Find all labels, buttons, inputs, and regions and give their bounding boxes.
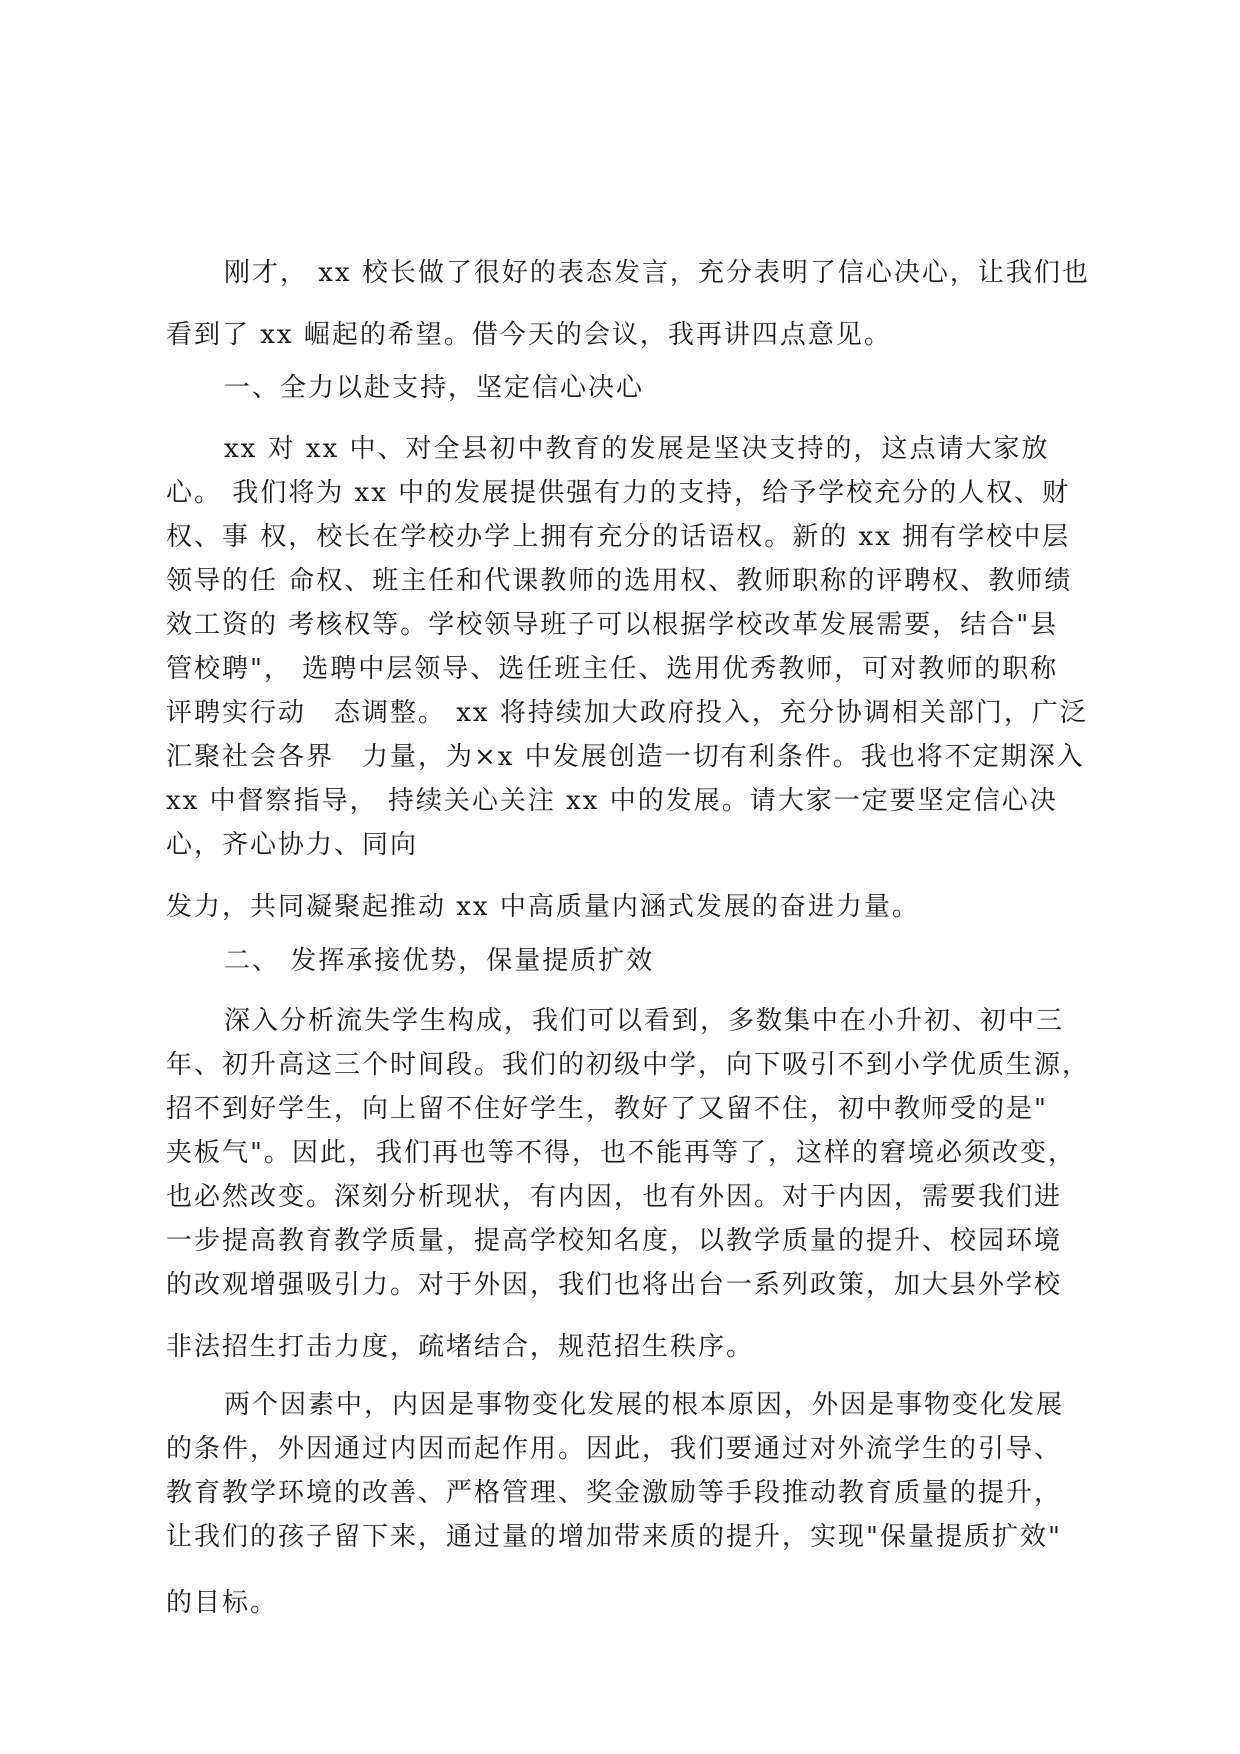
paragraph-3-line-1: 深入分析流失学生构成，我们可以看到，多数集中在小升初、初中三 bbox=[224, 1006, 1065, 1036]
paragraph-2-line-11: 发力，共同凝聚起推动 xx 中高质量内涵式发展的奋进力量。 bbox=[166, 892, 920, 922]
paragraph-2-line-7: 评聘实行动 态调整。 xx 将持续加大政府投入，充分协调相关部门，广泛 bbox=[166, 698, 1088, 728]
paragraph-4-line-4: 让我们的孩子留下来，通过量的增加带来质的提升，实现"保量提质扩效" bbox=[166, 1522, 1062, 1552]
paragraph-3-line-6: 一步提高教育教学质量，提高学校知名度，以教学质量的提升、校园环境 bbox=[166, 1226, 1063, 1256]
section-heading-1: 一、全力以赴支持，坚定信心决心 bbox=[224, 373, 645, 403]
section-heading-2: 二、 发挥承接优势，保量提质扩效 bbox=[224, 946, 655, 976]
paragraph-3-line-5: 也必然改变。深刻分析现状，有内因，也有外因。对于内因，需要我们进 bbox=[166, 1182, 1063, 1212]
paragraph-3-line-4: 夹板气"。因此，我们再也等不得，也不能再等了，这样的窘境必须改变， bbox=[166, 1138, 1076, 1168]
paragraph-2-line-1: xx 对 xx 中、对全县初中教育的发展是坚决支持的，这点请大家放 bbox=[224, 434, 1050, 464]
paragraph-2-line-9: xx 中督察指导， 持续关心关注 xx 中的发展。请大家一定要坚定信心决 bbox=[166, 786, 1058, 816]
paragraph-1-line-2: 看到了 xx 崛起的希望。借今天的会议，我再讲四点意见。 bbox=[166, 320, 892, 350]
paragraph-3-line-3: 招不到好学生，向上留不住好学生，教好了又留不住，初中教师受的是" bbox=[166, 1094, 1048, 1124]
paragraph-2-line-10: 心，齐心协力、同向 bbox=[166, 830, 419, 860]
paragraph-3-line-2: 年、初升高这三个时间段。我们的初级中学，向下吸引不到小学优质生源， bbox=[166, 1050, 1091, 1080]
paragraph-1-line-1: 刚才， xx 校长做了很好的表态发言，充分表明了信心决心，让我们也 bbox=[224, 258, 1090, 288]
paragraph-2-line-5: 效工资的 考核权等。学校领导班子可以根据学校改革发展需要，结合"县 bbox=[166, 610, 1059, 640]
paragraph-4-line-3: 教育教学环境的改善、严格管理、奖金激励等手段推动教育质量的提升， bbox=[166, 1478, 1063, 1508]
paragraph-2-line-2: 心。 我们将为 xx 中的发展提供强有力的支持，给予学校充分的人权、财 bbox=[166, 478, 1071, 508]
paragraph-2-line-6: 管校聘"， 选聘中层领导、选任班主任、选用优秀教师，可对教师的职称 bbox=[166, 654, 1059, 684]
paragraph-3-line-7: 的改观增强吸引力。对于外因，我们也将出台一系列政策，加大县外学校 bbox=[166, 1270, 1063, 1300]
paragraph-2-line-4: 领导的任 命权、班主任和代课教师的选用权、教师职称的评聘权、教师绩 bbox=[166, 566, 1073, 596]
paragraph-2-line-3: 权、事 权，校长在学校办学上拥有充分的话语权。新的 xx 拥有学校中层 bbox=[166, 522, 1071, 552]
paragraph-4-line-2: 的条件，外因通过内因而起作用。因此，我们要通过对外流学生的引导、 bbox=[166, 1434, 1063, 1464]
paragraph-4-line-5: 的目标。 bbox=[166, 1588, 279, 1618]
paragraph-2-line-8: 汇聚社会各界 力量，为×x 中发展创造一切有利条件。我也将不定期深入 bbox=[166, 742, 1085, 772]
paragraph-3-line-8: 非法招生打击力度，疏堵结合，规范招生秩序。 bbox=[166, 1332, 755, 1362]
paragraph-4-line-1: 两个因素中，内因是事物变化发展的根本原因，外因是事物变化发展 bbox=[224, 1390, 1065, 1420]
